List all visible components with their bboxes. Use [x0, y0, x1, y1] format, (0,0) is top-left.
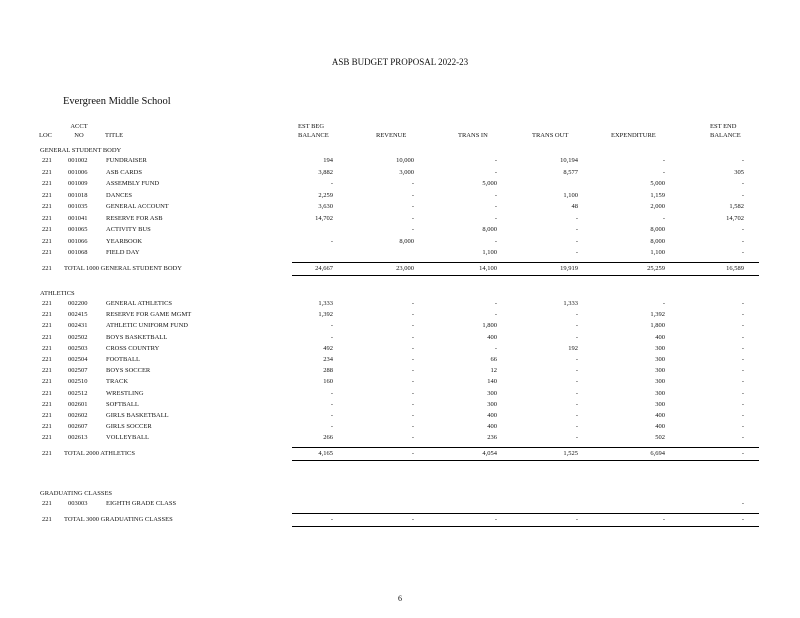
revenue-cell: -	[411, 300, 414, 307]
trans-in-total: 14,100	[479, 264, 497, 272]
trans-in-cell: -	[494, 344, 497, 352]
trans-in-cell: 8,000	[482, 226, 497, 233]
acct-cell: 002512	[68, 389, 88, 397]
loc-cell: 221	[42, 378, 52, 386]
table-row	[0, 168, 800, 178]
loc-cell: 221	[42, 500, 52, 507]
loc-cell: 221	[42, 389, 52, 397]
trans-out-cell: -	[575, 322, 578, 330]
revenue-total: -	[411, 449, 414, 457]
est-end-balance-cell: -	[741, 389, 744, 397]
acct-cell: 001068	[68, 249, 88, 256]
est-end-balance-cell: -	[741, 356, 744, 363]
acct-cell: 002415	[68, 311, 88, 319]
est-end-balance-cell: -	[741, 311, 744, 319]
revenue-cell: -	[411, 423, 414, 431]
est-beg-balance-cell: 2,259	[318, 191, 333, 199]
trans-in-cell: -	[494, 203, 497, 210]
est-beg-balance-cell: -	[330, 400, 333, 408]
est-beg-balance-cell: -	[330, 333, 333, 341]
table-row	[0, 355, 800, 365]
loc-cell: 221	[42, 249, 52, 256]
est-end-balance-cell: 305	[734, 168, 744, 176]
est-end-balance-cell: -	[741, 378, 744, 386]
acct-cell: 002503	[68, 344, 88, 352]
expenditure-cell: 5,000	[650, 180, 665, 187]
header-est-beg: EST BEG	[298, 123, 325, 130]
est-beg-balance-cell: 3,882	[318, 168, 333, 176]
acct-cell: 001035	[68, 203, 88, 210]
acct-cell: 002504	[68, 356, 88, 363]
acct-cell: 001018	[68, 191, 88, 199]
expenditure-cell: 2,000	[650, 203, 665, 210]
title-cell: SOFTBALL	[106, 400, 139, 408]
expenditure-cell: 1,392	[650, 311, 665, 319]
est-end-balance-cell: -	[741, 500, 744, 507]
table-row	[0, 225, 800, 235]
trans-out-cell: -	[575, 226, 578, 233]
trans-out-cell: 1,333	[563, 300, 578, 307]
acct-cell: 002502	[68, 333, 88, 341]
trans-out-cell: -	[575, 412, 578, 419]
trans-in-cell: -	[494, 168, 497, 176]
revenue-total: -	[411, 515, 414, 523]
est-end-balance-total: 16,589	[726, 264, 744, 272]
expenditure-cell: 400	[655, 423, 665, 431]
trans-in-cell: 400	[487, 412, 497, 419]
revenue-cell: 8,000	[399, 237, 414, 245]
table-row	[0, 237, 800, 247]
est-end-balance-cell: -	[741, 191, 744, 199]
revenue-cell: -	[411, 400, 414, 408]
revenue-cell: -	[411, 311, 414, 319]
trans-in-cell: 300	[487, 400, 497, 408]
est-end-balance-cell: 1,582	[729, 203, 744, 210]
title-cell: ATHLETIC UNIFORM FUND	[106, 322, 188, 330]
table-row	[0, 202, 800, 212]
trans-out-total: -	[575, 515, 578, 523]
trans-in-total: -	[494, 515, 497, 523]
report-title: ASB BUDGET PROPOSAL 2022-23	[331, 57, 469, 67]
expenditure-cell: 400	[655, 333, 665, 341]
table-row	[0, 433, 800, 443]
revenue-cell: -	[411, 191, 414, 199]
loc-cell: 221	[42, 423, 52, 431]
total-bottom-rule	[292, 460, 759, 461]
table-row	[0, 214, 800, 224]
total-top-rule	[292, 262, 759, 263]
loc-cell: 221	[42, 333, 52, 341]
est-end-balance-cell: -	[741, 344, 744, 352]
est-end-balance-cell: -	[741, 226, 744, 233]
table-row	[0, 156, 800, 166]
title-cell: FUNDRAISER	[106, 157, 147, 164]
total-label: TOTAL 2000 ATHLETICS	[64, 449, 135, 457]
table-row	[0, 389, 800, 399]
est-end-balance-total: -	[741, 449, 744, 457]
trans-in-total: 4,054	[482, 449, 497, 457]
trans-in-cell: 400	[487, 423, 497, 431]
header-acct: ACCT	[70, 123, 88, 130]
title-cell: RESERVE FOR ASB	[106, 214, 163, 222]
trans-in-cell: 1,800	[482, 322, 497, 330]
loc-cell: 221	[42, 311, 52, 319]
table-row	[0, 344, 800, 354]
table-row	[0, 377, 800, 387]
trans-in-cell: 1,100	[482, 249, 497, 256]
est-end-balance-cell: 14,702	[726, 214, 744, 222]
est-beg-balance-cell: 1,392	[318, 311, 333, 319]
est-end-balance-cell: -	[741, 237, 744, 245]
est-beg-balance-cell: -	[330, 237, 333, 245]
trans-in-cell: -	[494, 300, 497, 307]
est-end-balance-cell: -	[741, 367, 744, 375]
est-end-balance-cell: -	[741, 180, 744, 187]
expenditure-cell: -	[662, 157, 665, 164]
revenue-cell: -	[411, 226, 414, 233]
section-heading: ATHLETICS	[40, 290, 75, 297]
acct-cell: 002431	[68, 322, 88, 330]
expenditure-cell: -	[662, 168, 665, 176]
trans-out-cell: 48	[571, 203, 578, 210]
title-cell: BOYS SOCCER	[106, 367, 151, 375]
section-heading: GENERAL STUDENT BODY	[40, 147, 122, 154]
acct-cell: 001066	[68, 237, 88, 245]
revenue-cell: -	[411, 356, 414, 363]
est-beg-balance-total: -	[330, 515, 333, 523]
revenue-cell: -	[411, 378, 414, 386]
acct-cell: 001065	[68, 226, 88, 233]
title-cell: YEARBOOK	[106, 237, 143, 245]
total-bottom-rule	[292, 526, 759, 527]
est-end-balance-cell: -	[741, 322, 744, 330]
trans-in-cell: -	[494, 214, 497, 222]
acct-cell: 002613	[68, 434, 88, 442]
title-cell: VOLLEYBALL	[106, 434, 149, 442]
title-cell: ASSEMBLY FUND	[106, 180, 160, 187]
trans-in-cell: -	[494, 157, 497, 164]
expenditure-cell: -	[662, 300, 665, 307]
est-beg-balance-cell: 160	[323, 378, 333, 386]
trans-out-cell: -	[575, 367, 578, 375]
expenditure-cell: 1,100	[650, 249, 665, 256]
title-cell: EIGHTH GRADE CLASS	[106, 500, 177, 507]
header-trans-in: TRANS IN	[458, 132, 488, 139]
est-end-balance-cell: -	[741, 412, 744, 419]
loc-cell: 221	[42, 412, 52, 419]
acct-cell: 001041	[68, 214, 88, 222]
revenue-cell: -	[411, 367, 414, 375]
expenditure-cell: 1,159	[650, 191, 665, 199]
loc-cell: 221	[42, 157, 52, 164]
est-end-balance-cell: -	[741, 423, 744, 431]
est-beg-balance-total: 24,667	[315, 264, 333, 272]
loc-cell: 221	[42, 344, 52, 352]
table-row	[0, 499, 800, 509]
title-cell: GIRLS BASKETBALL	[106, 412, 169, 419]
table-row	[0, 422, 800, 432]
title-cell: GENERAL ATHLETICS	[106, 300, 173, 307]
header-title: TITLE	[105, 132, 124, 139]
trans-out-cell: 1,100	[563, 191, 578, 199]
trans-out-cell: 192	[568, 344, 578, 352]
table-row	[0, 299, 800, 309]
revenue-cell: 10,000	[396, 157, 414, 164]
expenditure-total: 25,259	[647, 264, 665, 272]
acct-cell: 002510	[68, 378, 88, 386]
revenue-total: 23,000	[396, 264, 414, 272]
total-row	[0, 449, 800, 459]
loc-cell: 221	[42, 264, 52, 272]
table-row	[0, 411, 800, 421]
est-beg-balance-total: 4,165	[318, 449, 333, 457]
total-row	[0, 515, 800, 525]
table-row	[0, 333, 800, 343]
loc-cell: 221	[42, 168, 52, 176]
loc-cell: 221	[42, 367, 52, 375]
header-expenditure: EXPENDITURE	[611, 132, 656, 139]
acct-cell: 002200	[68, 300, 88, 307]
title-cell: CROSS COUNTRY	[106, 344, 160, 352]
trans-in-cell: 300	[487, 389, 497, 397]
est-end-balance-total: -	[741, 515, 744, 523]
loc-cell: 221	[42, 356, 52, 363]
expenditure-total: 6,694	[650, 449, 665, 457]
total-label: TOTAL 3000 GRADUATING CLASSES	[64, 515, 173, 523]
loc-cell: 221	[42, 203, 52, 210]
revenue-cell: -	[411, 180, 414, 187]
loc-cell: 221	[42, 237, 52, 245]
title-cell: FOOTBALL	[106, 356, 140, 363]
trans-out-cell: -	[575, 423, 578, 431]
loc-cell: 221	[42, 191, 52, 199]
expenditure-cell: 400	[655, 412, 665, 419]
expenditure-cell: 8,000	[650, 237, 665, 245]
acct-cell: 001009	[68, 180, 88, 187]
total-label: TOTAL 1000 GENERAL STUDENT BODY	[64, 264, 182, 272]
loc-cell: 221	[42, 400, 52, 408]
header-est-beg-balance: BALANCE	[298, 132, 329, 139]
trans-out-cell: 10,194	[560, 157, 578, 164]
expenditure-cell: 300	[655, 389, 665, 397]
trans-out-cell: -	[575, 378, 578, 386]
est-end-balance-cell: -	[741, 400, 744, 408]
expenditure-cell: 300	[655, 378, 665, 386]
title-cell: TRACK	[106, 378, 129, 386]
expenditure-cell: 1,800	[650, 322, 665, 330]
trans-out-cell: -	[575, 400, 578, 408]
title-cell: RESERVE FOR GAME MGMT	[106, 311, 192, 319]
expenditure-cell: 300	[655, 367, 665, 375]
header-est-end-balance: BALANCE	[710, 132, 741, 139]
title-cell: FIELD DAY	[106, 249, 140, 256]
est-end-balance-cell: -	[741, 249, 744, 256]
trans-out-cell: -	[575, 237, 578, 245]
total-row	[0, 264, 800, 274]
est-beg-balance-cell: 1,333	[318, 300, 333, 307]
revenue-cell: 3,000	[399, 168, 414, 176]
est-end-balance-cell: -	[741, 157, 744, 164]
header-loc: LOC	[39, 132, 52, 139]
trans-out-cell: -	[575, 214, 578, 222]
revenue-cell: -	[411, 344, 414, 352]
title-cell: ASB CARDS	[106, 168, 142, 176]
title-cell: GENERAL ACCOUNT	[106, 203, 169, 210]
title-cell: ACTIVITY BUS	[106, 226, 151, 233]
trans-out-cell: 8,577	[563, 168, 578, 176]
est-beg-balance-cell: 194	[323, 157, 333, 164]
loc-cell: 221	[42, 434, 52, 442]
page-number: 6	[398, 594, 402, 603]
trans-out-total: 19,919	[560, 264, 578, 272]
est-end-balance-cell: -	[741, 300, 744, 307]
trans-in-cell: -	[494, 237, 497, 245]
trans-in-cell: 5,000	[482, 180, 497, 187]
table-row	[0, 191, 800, 201]
est-beg-balance-cell: 234	[323, 356, 333, 363]
header-trans-out: TRANS OUT	[532, 132, 569, 139]
expenditure-cell: 300	[655, 356, 665, 363]
est-beg-balance-cell: 266	[323, 434, 333, 442]
loc-cell: 221	[42, 180, 52, 187]
est-end-balance-cell: -	[741, 333, 744, 341]
expenditure-cell: 300	[655, 400, 665, 408]
est-beg-balance-cell: 3,630	[318, 203, 333, 210]
revenue-cell: -	[411, 322, 414, 330]
revenue-cell: -	[411, 389, 414, 397]
expenditure-total: -	[662, 515, 665, 523]
loc-cell: 221	[42, 515, 52, 523]
trans-in-cell: 140	[487, 378, 497, 386]
revenue-cell: -	[411, 333, 414, 341]
trans-out-cell: -	[575, 389, 578, 397]
trans-out-cell: -	[575, 333, 578, 341]
acct-cell: 002507	[68, 367, 88, 375]
trans-out-cell: -	[575, 311, 578, 319]
expenditure-cell: -	[662, 214, 665, 222]
table-row	[0, 179, 800, 189]
est-beg-balance-cell: -	[330, 423, 333, 431]
expenditure-cell: 502	[655, 434, 665, 442]
acct-cell: 001002	[68, 157, 88, 164]
title-cell: DANCES	[106, 191, 133, 199]
table-row	[0, 400, 800, 410]
title-cell: GIRLS SOCCER	[106, 423, 152, 431]
title-cell: WRESTLING	[106, 389, 144, 397]
trans-out-cell: -	[575, 434, 578, 442]
school-name: Evergreen Middle School	[63, 96, 171, 107]
est-beg-balance-cell: -	[330, 322, 333, 330]
acct-cell: 003003	[68, 500, 88, 507]
acct-cell: 001006	[68, 168, 88, 176]
acct-cell: 002601	[68, 400, 88, 408]
est-beg-balance-cell: -	[330, 180, 333, 187]
expenditure-cell: 300	[655, 344, 665, 352]
est-beg-balance-cell: -	[330, 389, 333, 397]
revenue-cell: -	[411, 214, 414, 222]
total-top-rule	[292, 447, 759, 448]
est-beg-balance-cell: -	[330, 412, 333, 419]
trans-in-cell: 66	[490, 356, 497, 363]
est-beg-balance-cell: 14,702	[315, 214, 333, 222]
trans-out-total: 1,525	[563, 449, 578, 457]
loc-cell: 221	[42, 449, 52, 457]
acct-cell: 002602	[68, 412, 88, 419]
trans-in-cell: 400	[487, 333, 497, 341]
est-end-balance-cell: -	[741, 434, 744, 442]
loc-cell: 221	[42, 226, 52, 233]
trans-in-cell: -	[494, 311, 497, 319]
title-cell: BOYS BASKETBALL	[106, 333, 168, 341]
table-row	[0, 248, 800, 258]
trans-out-cell: -	[575, 356, 578, 363]
acct-cell: 002607	[68, 423, 88, 431]
trans-in-cell: 236	[487, 434, 497, 442]
trans-in-cell: 12	[490, 367, 497, 375]
loc-cell: 221	[42, 322, 52, 330]
loc-cell: 221	[42, 214, 52, 222]
est-beg-balance-cell: 288	[323, 367, 333, 375]
loc-cell: 221	[42, 300, 52, 307]
revenue-cell: -	[411, 412, 414, 419]
header-est-end: EST END	[710, 123, 737, 130]
revenue-cell: -	[411, 203, 414, 210]
trans-in-cell: -	[494, 191, 497, 199]
trans-out-cell: -	[575, 249, 578, 256]
est-beg-balance-cell: 492	[323, 344, 333, 352]
header-revenue: REVENUE	[376, 132, 407, 139]
expenditure-cell: 8,000	[650, 226, 665, 233]
section-heading: GRADUATING CLASSES	[40, 490, 113, 497]
total-top-rule	[292, 513, 759, 514]
header-no: NO	[74, 132, 84, 139]
total-bottom-rule	[292, 275, 759, 276]
table-row	[0, 310, 800, 320]
revenue-cell: -	[411, 434, 414, 442]
table-row	[0, 321, 800, 331]
table-row	[0, 366, 800, 376]
